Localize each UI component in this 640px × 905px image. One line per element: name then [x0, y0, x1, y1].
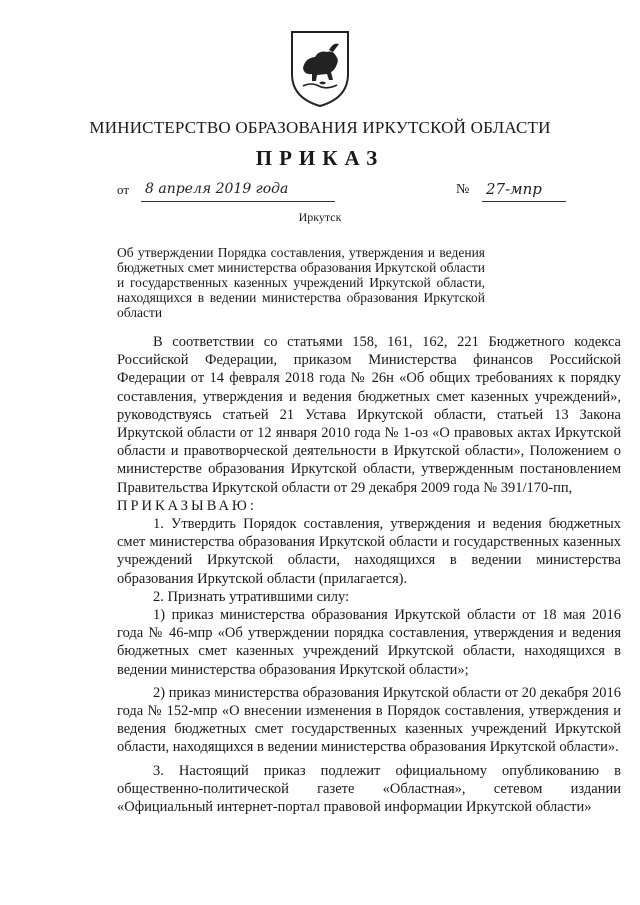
- document-type-title: ПРИКАЗ: [255, 146, 385, 170]
- order-subject: Об утверждении Порядка составления, утверждения и ведения бюджетных смет министерства образования Иркутской области и государственных казенных учреждений Иркутской области, находящихся в ведении министерства образования Иркутской области: [117, 245, 485, 320]
- city-name: Иркутск: [298, 210, 342, 224]
- item-2-paragraph: 2. Признать утратившими силу:: [153, 588, 350, 605]
- number-underline: [482, 201, 566, 202]
- order-number: [456, 182, 566, 202]
- irkutsk-coat-of-arms-icon: [289, 28, 351, 108]
- handwritten-date: 8 апреля 2019 года: [145, 181, 289, 197]
- ministry-name: МИНИСТЕРСТВО ОБРАЗОВАНИЯ ИРКУТСКОЙ ОБЛАСТИ: [89, 118, 551, 137]
- preamble-paragraph: В соответствии со статьями 158, 161, 162, 221 Бюджетного кодекса Российской Федерации, приказом Министерства финансов Российской Федерации от 14 февраля 2018 года № 26н «Об общих требованиях к порядку составления, утверждения и ведения бюджетных смет казенных учреждений», руководствуясь статьей 21 Устава Иркутской области, статьей 13 Закона Иркутской области от 12 января 2010 года № 1-оз «О правовых актах Иркутской области и правотворческой деятельности в Иркутской области», Положением о министерстве образования Иркутской области, утвержденным постановлением Правительства Иркутской области от 29 декабря 2009 года № 391/170-пп,: [117, 334, 621, 496]
- date-underline: [141, 201, 335, 202]
- number-prefix: №: [456, 182, 470, 197]
- order-body: [117, 333, 621, 816]
- item-2-1-paragraph: 1) приказ министерства образования Иркутской области от 18 мая 2016 года № 46-мпр «Об утверждении порядка составления, утверждения и ведения бюджетных смет казенных учреждений Иркутской области, находящихся в ведении министерства образования Иркутской области»;: [117, 607, 621, 678]
- order-date: [117, 182, 335, 202]
- command-word: ПРИКАЗЫВАЮ:: [117, 497, 257, 514]
- item-2-2-paragraph: 2) приказ министерства образования Иркутской области от 20 декабря 2016 года № 152-мпр «О внесении изменения в Порядок составления, утверждения и ведения бюджетных смет государственных казенных учреждений Иркутской области, находящихся в ведении министерства образования Иркутской области».: [117, 684, 621, 756]
- handwritten-number: 27-мпр: [486, 180, 542, 198]
- item-1-paragraph: 1. Утвердить Порядок составления, утверждения и ведения бюджетных смет министерства образования Иркутской области и государственных казенных учреждений Иркутской области, находящихся в ведении министерства образования Иркутской области (прилагается).: [117, 516, 621, 587]
- date-prefix: от: [117, 182, 130, 197]
- item-3-paragraph: 3. Настоящий приказ подлежит официальному опубликованию в общественно-политической газете «Областная», сетевом издании «Официальный интернет-портал правовой информации Иркутской области»: [117, 762, 621, 816]
